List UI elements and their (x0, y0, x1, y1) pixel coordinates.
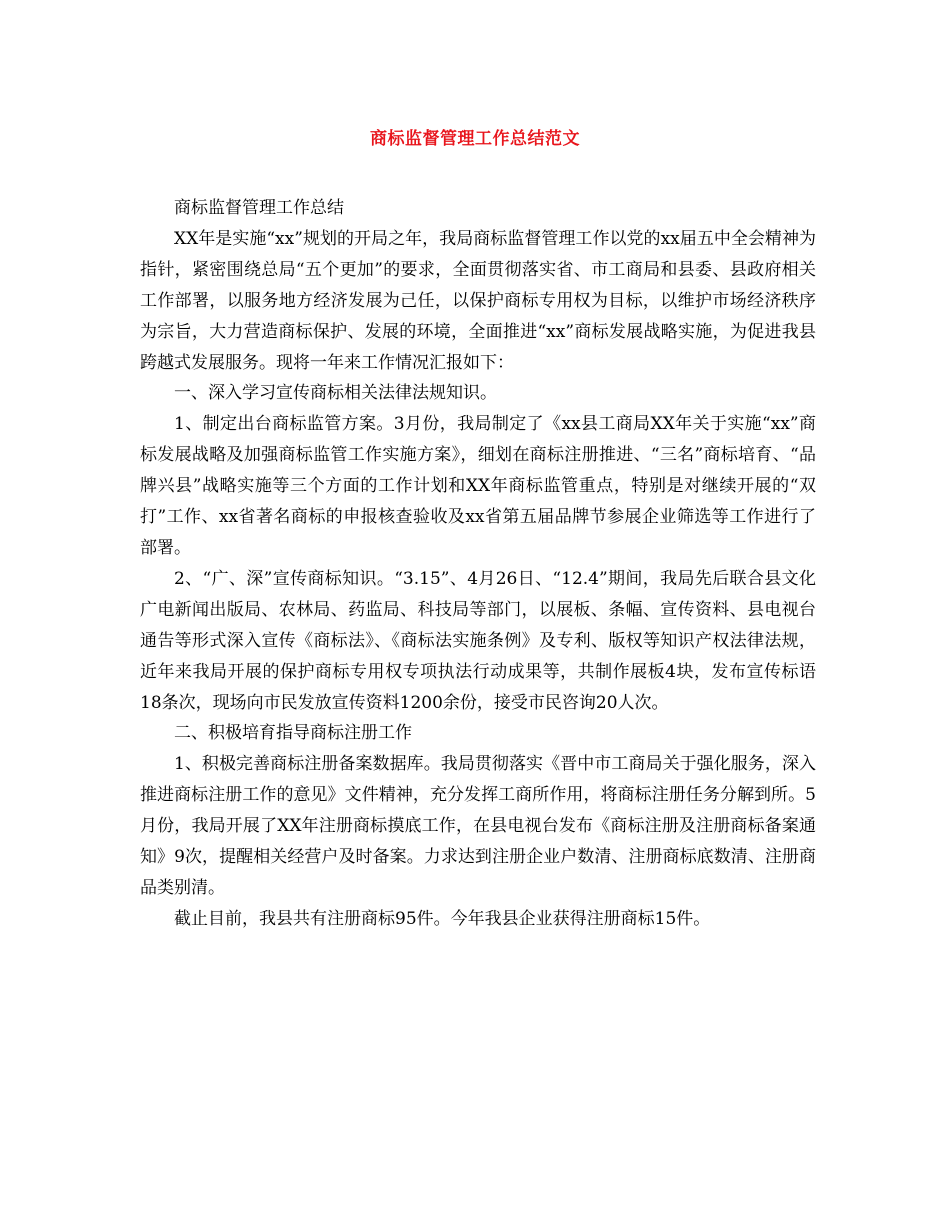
paragraph-intro: XX年是实施“xx”规划的开局之年，我局商标监督管理工作以党的xx届五中全会精神为指针，紧密围绕总局“五个更加”的要求，全面贯彻落实省、市工商局和县委、县政府相关工作部署，以服务地方经济发展为己任，以保护商标专用权为目标，以维护市场经济秩序为宗旨，大力营造商标保护、发展的环境，全面推进“xx”商标发展战略实施，为促进我县跨越式发展服务。现将一年来工作情况汇报如下： (140, 228, 816, 373)
paragraph-2-summary: 截止目前，我县共有注册商标95件。今年我县企业获得注册商标15件。 (174, 908, 711, 929)
document-title: 商标监督管理工作总结范文 (370, 129, 580, 149)
document-body (140, 193, 816, 935)
paragraph-1-2: 2、“广、深”宣传商标知识。“3.15”、4月26日、“12.4”期间，我局先后联合县文化广电新闻出版局、农林局、药监局、科技局等部门，以展板、条幅、宣传资料、县电视台通告等形式深入宣传《商标法》、《商标法实施条例》及专利、版权等知识产权法律法规，近年来我局开展的保护商标专用权专项执法行动成果等，共制作展板4块，发布宣传标语18条次，现场向市民发放宣传资料1200余份，接受市民咨询20人次。 (140, 568, 816, 713)
section-heading-2: 二、积极培育指导商标注册工作 (174, 723, 412, 744)
paragraph-2-1: 1、积极完善商标注册备案数据库。我局贯彻落实《晋中市工商局关于强化服务，深入推进商标注册工作的意见》文件精神，充分发挥工商所作用，将商标注册任务分解到所。5月份，我局开展了XX年注册商标摸底工作，在县电视台发布《商标注册及注册商标备案通知》9次，提醒相关经营户及时备案。力求达到注册企业户数清、注册商标底数清、注册商品类别清。 (140, 754, 816, 898)
paragraph-heading: 商标监督管理工作总结 (174, 198, 344, 218)
section-heading-1: 一、深入学习宣传商标相关法律法规知识。 (174, 383, 497, 404)
paragraph-1-1: 1、制定出台商标监管方案。3月份，我局制定了《xx县工商局XX年关于实施“xx”商标发展战略及加强商标监管工作实施方案》，细划在商标注册推进、“三名”商标培育、“品牌兴县”战略实施等三个方面的工作计划和XX年商标监管重点，特别是对继续开展的“双打”工作、xx省著名商标的申报核查验收及xx省第五届品牌节参展企业筛选等工作进行了部署。 (140, 414, 816, 558)
